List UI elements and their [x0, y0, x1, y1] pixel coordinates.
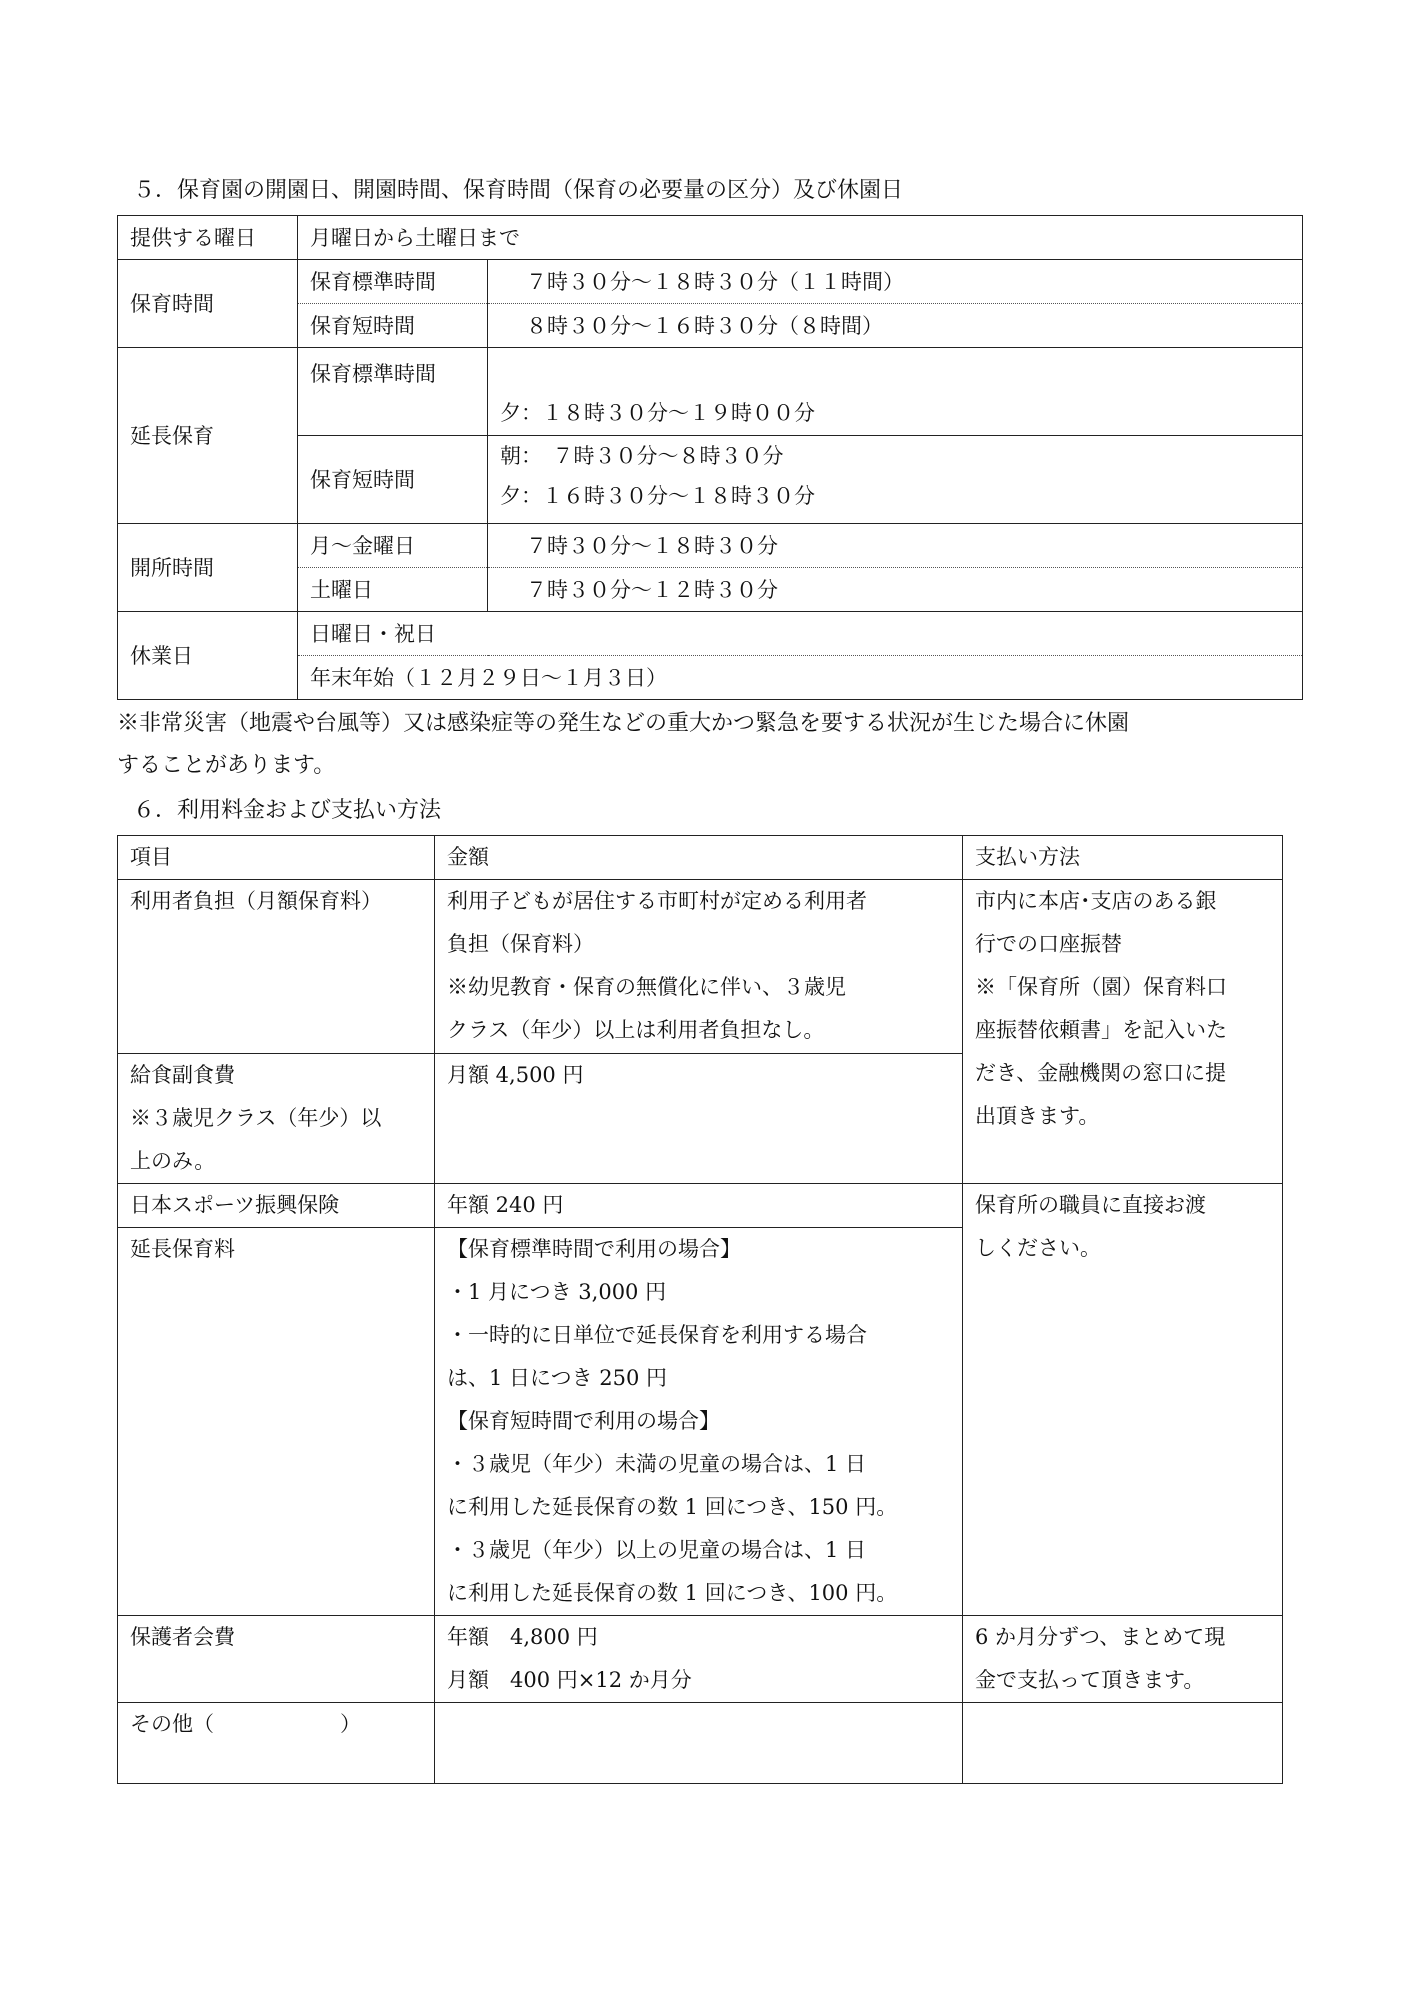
- sport-amount: 年額 240 円: [435, 1184, 963, 1228]
- ext-short-label: 保育短時間: [298, 436, 488, 524]
- ext-short-morning: 朝： ７時３０分～８時３０分: [500, 444, 784, 468]
- payment1-line: 出頂きます。: [975, 1104, 1100, 1128]
- ext-item: 延長保育料: [118, 1228, 435, 1616]
- hours-table: [117, 215, 1303, 700]
- payment1-line: 市内に本店･支店のある銀: [975, 889, 1217, 913]
- closure-note: [117, 703, 1317, 787]
- ext-amount-line: は、1 日につき 250 円: [447, 1366, 668, 1390]
- payment1-line: 行での口座振替: [975, 932, 1122, 956]
- payment3-line: 金で支払って頂きます。: [975, 1668, 1205, 1692]
- holiday-label: 休業日: [118, 612, 298, 700]
- weekday-value: ７時３０分～１８時３０分: [526, 533, 778, 558]
- payment2-line: しください。: [975, 1236, 1101, 1260]
- ext-amount-line: ・1 月につき 3,000 円: [447, 1280, 667, 1304]
- fee-amount-line: ※幼児教育・保育の無償化に伴い、３歳児: [447, 975, 846, 999]
- ext-short-evening: 夕：１６時３０分～１８時３０分: [500, 484, 815, 508]
- section5-title: ５．保育園の開園日、開園時間、保育時間（保育の必要量の区分）及び休園日: [133, 178, 904, 203]
- provide-day-value: 月曜日から土曜日まで: [298, 216, 1303, 260]
- parent-amount-line: 月額 400 円×12 か月分: [447, 1668, 692, 1692]
- header-payment: 支払い方法: [963, 836, 1283, 880]
- open-label: 開所時間: [118, 524, 298, 612]
- section6-title: ６．利用料金および支払い方法: [133, 798, 442, 823]
- meal-amount: 月額 4,500 円: [435, 1054, 963, 1184]
- ext-amount-line: ・３歳児（年少）未満の児童の場合は、1 日: [447, 1452, 867, 1476]
- fee-table: [117, 835, 1283, 1784]
- sport-item: 日本スポーツ振興保険: [118, 1184, 435, 1228]
- note-line1: ※非常災害（地震や台風等）又は感染症等の発生などの重大かつ緊急を要する状況が生じた場合に休園: [117, 711, 1130, 736]
- short-value: ８時３０分～１６時３０分（８時間）: [526, 313, 883, 338]
- ext-standard-value: 夕：１８時３０分～１９時００分: [500, 401, 815, 425]
- other-item: その他（ ）: [118, 1703, 435, 1784]
- extended-label: 延長保育: [118, 348, 298, 524]
- holiday-value2: 年末年始（１２月２９日～１月３日）: [298, 656, 1303, 700]
- header-item: 項目: [118, 836, 435, 880]
- care-time-label: 保育時間: [118, 260, 298, 348]
- ext-amount-line: 【保育標準時間で利用の場合】: [447, 1237, 741, 1261]
- saturday-label: 土曜日: [298, 568, 488, 612]
- weekday-label: 月～金曜日: [298, 524, 488, 568]
- fee-amount-line: 負担（保育料）: [447, 932, 594, 956]
- fee-item: 利用者負担（月額保育料）: [118, 880, 435, 1054]
- payment1-line: ※「保育所（園）保育料口: [975, 975, 1227, 999]
- header-amount: 金額: [435, 836, 963, 880]
- parent-amount-line: 年額 4,800 円: [447, 1625, 598, 1649]
- ext-amount-line: に利用した延長保育の数 1 回につき、100 円。: [447, 1581, 898, 1605]
- other-amount: [435, 1703, 963, 1784]
- ext-amount-line: ・３歳児（年少）以上の児童の場合は、1 日: [447, 1538, 867, 1562]
- ext-standard-label: 保育標準時間: [298, 348, 488, 436]
- meal-item-line: 上のみ。: [130, 1149, 216, 1173]
- short-label: 保育短時間: [298, 304, 488, 348]
- meal-item-line: 給食副食費: [130, 1063, 235, 1087]
- other-payment: [963, 1703, 1283, 1784]
- parent-item: 保護者会費: [118, 1616, 435, 1703]
- fee-amount-line: 利用子どもが居住する市町村が定める利用者: [447, 889, 867, 913]
- standard-label: 保育標準時間: [298, 260, 488, 304]
- provide-day-label: 提供する曜日: [118, 216, 298, 260]
- payment3-line: 6 か月分ずつ、まとめて現: [975, 1625, 1226, 1649]
- ext-amount-line: に利用した延長保育の数 1 回につき、150 円。: [447, 1495, 898, 1519]
- note-line2: することがあります。: [117, 753, 336, 778]
- holiday-value1: 日曜日・祝日: [298, 612, 1303, 656]
- ext-amount-line: ・一時的に日単位で延長保育を利用する場合: [447, 1323, 867, 1347]
- saturday-value: ７時３０分～１２時３０分: [526, 577, 778, 602]
- ext-amount-line: 【保育短時間で利用の場合】: [447, 1409, 720, 1433]
- payment1-line: だき、金融機関の窓口に提: [975, 1061, 1227, 1085]
- payment2-line: 保育所の職員に直接お渡: [975, 1193, 1206, 1217]
- standard-value: ７時３０分～１８時３０分（１１時間）: [526, 269, 904, 294]
- meal-item-line: ※３歳児クラス（年少）以: [130, 1106, 382, 1130]
- payment1-line: 座振替依頼書」を記入いた: [975, 1018, 1227, 1042]
- fee-amount-line: クラス（年少）以上は利用者負担なし。: [447, 1018, 825, 1042]
